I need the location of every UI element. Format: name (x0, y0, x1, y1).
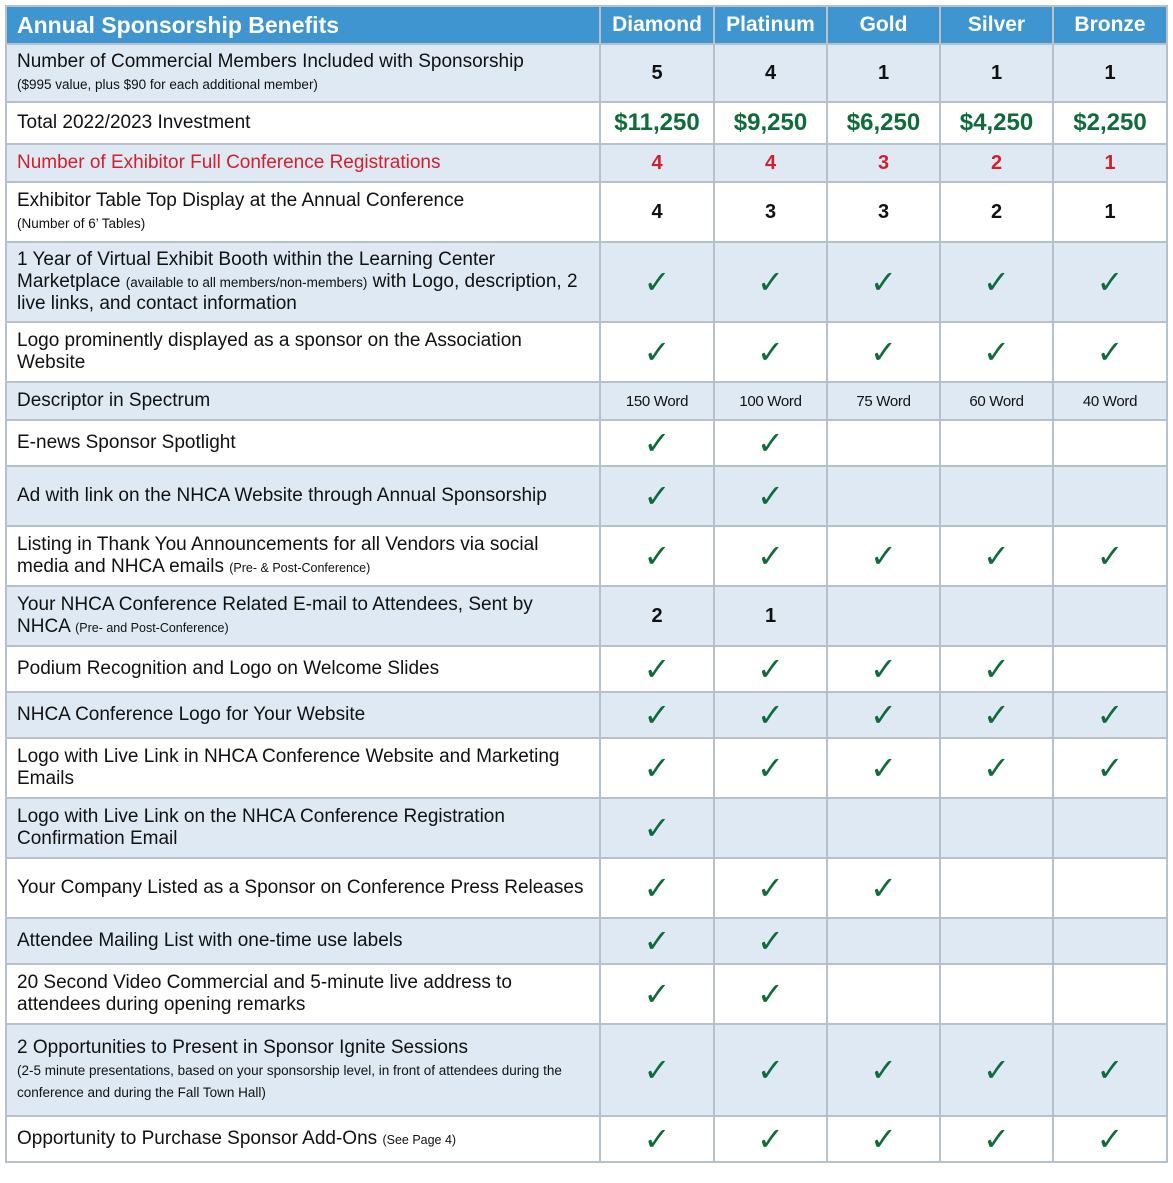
check-icon: ✓ (827, 738, 940, 798)
empty-cell (714, 798, 827, 858)
empty-cell (1053, 918, 1167, 964)
benefit-label (6, 102, 600, 144)
check-icon: ✓ (1053, 242, 1167, 322)
value-diamond: $11,250 (600, 102, 714, 144)
benefit-text: Number of Commercial Members Included with Sponsorship (17, 51, 524, 72)
check-icon: ✓ (827, 858, 940, 918)
benefit-label (6, 586, 600, 646)
check-icon: ✓ (600, 798, 714, 858)
benefit-label (6, 738, 600, 798)
tier-header-diamond: Diamond (600, 6, 714, 44)
benefit-label (6, 646, 600, 692)
empty-cell (827, 964, 940, 1024)
value-silver (940, 586, 1053, 646)
check-icon: ✓ (827, 526, 940, 586)
check-icon: ✓ (714, 1116, 827, 1162)
benefit-text-continued: with Logo, description, 2 live links, and contact information (17, 271, 578, 314)
benefit-note: (See Page 4) (382, 1132, 457, 1147)
value-gold: 1 (827, 44, 940, 102)
value-gold: $6,250 (827, 102, 940, 144)
table-row (6, 382, 1167, 420)
benefit-text: Logo prominently displayed as a sponsor on the Association Website (17, 330, 522, 373)
table-row (6, 586, 1167, 646)
value-silver: 1 (940, 44, 1053, 102)
empty-cell (940, 964, 1053, 1024)
benefit-text: Exhibitor Table Top Display at the Annual Conference (17, 190, 465, 211)
check-icon: ✓ (827, 692, 940, 738)
check-icon: ✓ (827, 1116, 940, 1162)
value-diamond: 4 (600, 144, 714, 182)
value-bronze: 1 (1053, 44, 1167, 102)
benefit-text: Listing in Thank You Announcements for all Vendors via social media and NHCA emails (17, 533, 539, 577)
check-icon: ✓ (714, 738, 827, 798)
table-row (6, 242, 1167, 322)
benefit-label (6, 182, 600, 242)
table-row (6, 102, 1167, 144)
empty-cell (1053, 466, 1167, 526)
benefit-label (6, 466, 600, 526)
check-icon: ✓ (714, 322, 827, 382)
check-icon: ✓ (600, 1024, 714, 1116)
empty-cell (940, 420, 1053, 466)
value-silver: 60 Word (940, 382, 1053, 420)
value-platinum: 4 (714, 44, 827, 102)
table-row (6, 526, 1167, 586)
check-icon: ✓ (600, 738, 714, 798)
benefit-text: 1 Year of Virtual Exhibit Booth within the Learning Center Marketplace (17, 249, 496, 292)
table-row (6, 918, 1167, 964)
benefit-label (6, 1116, 600, 1162)
benefit-text: Opportunity to Purchase Sponsor Add-Ons (17, 1127, 378, 1149)
value-diamond: 5 (600, 44, 714, 102)
check-icon: ✓ (600, 1116, 714, 1162)
table-row (6, 858, 1167, 918)
check-icon: ✓ (600, 420, 714, 466)
benefit-text: Number of Exhibitor Full Conference Registrations (17, 152, 441, 173)
check-icon: ✓ (827, 322, 940, 382)
table-row (6, 692, 1167, 738)
benefit-text: NHCA Conference Logo for Your Website (17, 704, 366, 725)
check-icon: ✓ (600, 858, 714, 918)
check-icon: ✓ (600, 918, 714, 964)
table-row (6, 182, 1167, 242)
check-icon: ✓ (940, 646, 1053, 692)
benefit-text: Your NHCA Conference Related E-mail to Attendees, Sent by NHCA (17, 593, 533, 637)
table-row (6, 798, 1167, 858)
check-icon: ✓ (600, 242, 714, 322)
benefit-note: (Pre- & Post-Conference) (229, 560, 371, 575)
value-bronze: $2,250 (1053, 102, 1167, 144)
check-icon: ✓ (1053, 322, 1167, 382)
table-row (6, 466, 1167, 526)
check-icon: ✓ (827, 242, 940, 322)
check-icon: ✓ (714, 858, 827, 918)
table-body (6, 44, 1167, 1162)
empty-cell (827, 466, 940, 526)
value-diamond: 2 (600, 586, 714, 646)
check-icon: ✓ (1053, 692, 1167, 738)
benefit-label (6, 322, 600, 382)
check-icon: ✓ (600, 692, 714, 738)
value-platinum: 100 Word (714, 382, 827, 420)
check-icon: ✓ (600, 526, 714, 586)
table-row (6, 322, 1167, 382)
value-bronze: 40 Word (1053, 382, 1167, 420)
value-bronze (1053, 586, 1167, 646)
value-platinum: $9,250 (714, 102, 827, 144)
value-platinum: 1 (714, 586, 827, 646)
benefit-text: Podium Recognition and Logo on Welcome Slides (17, 658, 440, 679)
benefit-text: E-news Sponsor Spotlight (17, 432, 236, 453)
empty-cell (827, 798, 940, 858)
empty-cell (1053, 798, 1167, 858)
table-row (6, 1116, 1167, 1162)
benefit-subtext: ($995 value, plus $90 for each additional member) (17, 77, 318, 92)
table-row (6, 964, 1167, 1024)
check-icon: ✓ (940, 322, 1053, 382)
value-diamond: 150 Word (600, 382, 714, 420)
tier-header-bronze: Bronze (1053, 6, 1167, 44)
sponsorship-benefits-table (5, 5, 1168, 1163)
check-icon: ✓ (600, 466, 714, 526)
value-silver: 2 (940, 182, 1053, 242)
check-icon: ✓ (714, 918, 827, 964)
benefit-text: 20 Second Video Commercial and 5-minute live address to attendees during opening remarks (17, 972, 512, 1015)
empty-cell (940, 858, 1053, 918)
table-row (6, 44, 1167, 102)
check-icon: ✓ (600, 964, 714, 1024)
table-row (6, 738, 1167, 798)
value-silver: $4,250 (940, 102, 1053, 144)
benefit-inline-note: (available to all members/non-members) (125, 275, 368, 290)
benefit-label (6, 964, 600, 1024)
check-icon: ✓ (714, 242, 827, 322)
value-gold: 3 (827, 144, 940, 182)
check-icon: ✓ (940, 242, 1053, 322)
benefit-subtext: (2-5 minute presentations, based on your sponsorship level, in front of attendees during the conference and during the Fall Town Hall) (17, 1063, 562, 1100)
table-row (6, 420, 1167, 466)
check-icon: ✓ (1053, 738, 1167, 798)
check-icon: ✓ (714, 964, 827, 1024)
benefit-text: Ad with link on the NHCA Website through Annual Sponsorship (17, 485, 547, 506)
check-icon: ✓ (714, 420, 827, 466)
benefit-text: Attendee Mailing List with one-time use labels (17, 930, 403, 951)
table-title: Annual Sponsorship Benefits (6, 6, 600, 44)
benefit-note: (Pre- and Post-Conference) (75, 620, 229, 635)
benefit-label (6, 1024, 600, 1116)
check-icon: ✓ (714, 526, 827, 586)
check-icon: ✓ (1053, 526, 1167, 586)
check-icon: ✓ (714, 692, 827, 738)
check-icon: ✓ (1053, 1024, 1167, 1116)
value-gold: 75 Word (827, 382, 940, 420)
value-platinum: 4 (714, 144, 827, 182)
benefit-label (6, 692, 600, 738)
value-platinum: 3 (714, 182, 827, 242)
tier-header-platinum: Platinum (714, 6, 827, 44)
table-header-row (6, 6, 1167, 44)
value-silver: 2 (940, 144, 1053, 182)
check-icon: ✓ (714, 646, 827, 692)
table-row (6, 1024, 1167, 1116)
benefit-subtext: (Number of 6’ Tables) (17, 216, 146, 231)
benefit-text: Descriptor in Spectrum (17, 390, 211, 411)
empty-cell (1053, 420, 1167, 466)
benefit-text: Logo with Live Link in NHCA Conference Website and Marketing Emails (17, 746, 560, 789)
table-row (6, 144, 1167, 182)
check-icon: ✓ (600, 646, 714, 692)
empty-cell (827, 918, 940, 964)
empty-cell (1053, 646, 1167, 692)
check-icon: ✓ (714, 1024, 827, 1116)
table-row (6, 646, 1167, 692)
value-diamond: 4 (600, 182, 714, 242)
empty-cell (827, 420, 940, 466)
benefit-text: Your Company Listed as a Sponsor on Conference Press Releases (17, 877, 584, 898)
benefit-label (6, 44, 600, 102)
value-bronze: 1 (1053, 144, 1167, 182)
benefit-text: Total 2022/2023 Investment (17, 112, 251, 133)
check-icon: ✓ (714, 466, 827, 526)
benefit-text: Logo with Live Link on the NHCA Conference Registration Confirmation Email (17, 806, 505, 849)
benefit-label (6, 918, 600, 964)
empty-cell (1053, 858, 1167, 918)
check-icon: ✓ (1053, 1116, 1167, 1162)
benefit-text: 2 Opportunities to Present in Sponsor Ignite Sessions (17, 1037, 468, 1058)
empty-cell (940, 798, 1053, 858)
check-icon: ✓ (940, 1116, 1053, 1162)
value-gold (827, 586, 940, 646)
tier-header-silver: Silver (940, 6, 1053, 44)
check-icon: ✓ (940, 738, 1053, 798)
check-icon: ✓ (827, 1024, 940, 1116)
benefit-label (6, 526, 600, 586)
benefit-label (6, 382, 600, 420)
value-bronze: 1 (1053, 182, 1167, 242)
empty-cell (940, 918, 1053, 964)
benefit-label (6, 798, 600, 858)
empty-cell (940, 466, 1053, 526)
check-icon: ✓ (940, 692, 1053, 738)
check-icon: ✓ (940, 1024, 1053, 1116)
empty-cell (1053, 964, 1167, 1024)
benefit-label (6, 242, 600, 322)
value-gold: 3 (827, 182, 940, 242)
check-icon: ✓ (827, 646, 940, 692)
benefit-label (6, 858, 600, 918)
benefit-label (6, 420, 600, 466)
check-icon: ✓ (940, 526, 1053, 586)
benefit-label (6, 144, 600, 182)
check-icon: ✓ (600, 322, 714, 382)
tier-header-gold: Gold (827, 6, 940, 44)
